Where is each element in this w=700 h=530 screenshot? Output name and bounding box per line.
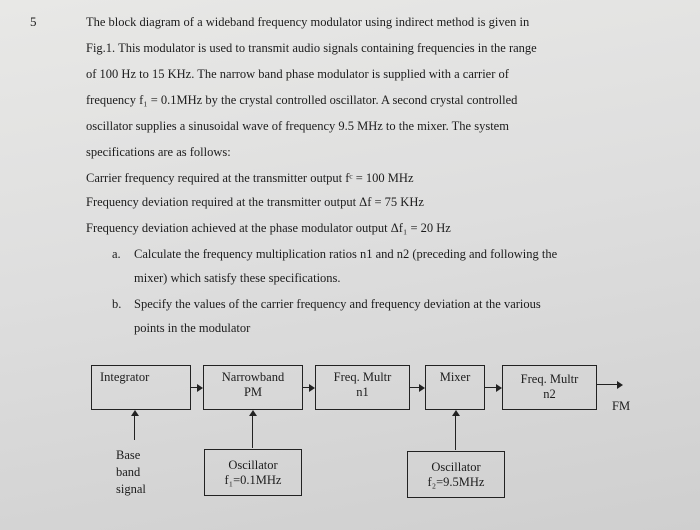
part-b-line-1: Specify the values of the carrier frequency and frequency deviation at the various [134,297,541,311]
spec-frequency-deviation: Frequency deviation required at the transmitter output Δf = 75 KHz [86,195,424,209]
question-line-3: of 100 Hz to 15 KHz. The narrow band phase modulator is supplied with a carrier of [86,67,509,81]
freq-multiplier-n2-label-2: n2 [543,387,556,401]
part-b-label: b. [112,297,122,311]
freq-multiplier-n2-block [502,365,597,410]
oscillator-2-label-1: Oscillator [431,460,481,474]
question-line-4: frequency f₁ = 0.1MHz by the crystal controlled oscillator. A second crystal controlled [86,93,518,107]
oscillator-1-label-2: f₁=0.1MHz [224,473,282,487]
spec-phase-modulator-deviation: Frequency deviation achieved at the phase modulator output Δf₁ = 20 Hz [86,221,451,235]
mixer-label: Mixer [439,370,471,384]
arrow-integrator-to-pm [191,387,201,388]
narrowband-pm-block [203,365,303,410]
output-fm-label: FM [612,399,631,413]
mixer-block [425,365,485,410]
oscillator-2-block [407,451,505,498]
question-line-6: specifications are as follows: [86,145,231,159]
arrow-input-to-integrator [134,412,135,440]
arrow-osc2-to-mixer [455,412,456,450]
question-number: 5 [30,14,37,29]
question-line-2: Fig.1. This modulator is used to transmit audio signals containing frequencies in the range [86,41,537,55]
part-b-line-2: points in the modulator [134,321,251,335]
part-a-label: a. [112,247,121,261]
freq-multiplier-n1-label-1: Freq. Multr [333,370,392,384]
integrator-block [91,365,191,410]
arrow-osc1-to-pm [252,412,253,448]
baseband-label-1: Base [116,448,141,462]
question-line-1: The block diagram of a wideband frequency modulator using indirect method is given in [86,15,530,29]
baseband-signal-label [116,447,146,498]
arrow-multr2-to-output [597,384,621,385]
baseband-label-2: band [116,465,141,479]
question-line-5: oscillator supplies a sinusoidal wave of frequency 9.5 MHz to the mixer. The system [86,119,509,133]
oscillator-1-block [204,449,302,496]
baseband-label-3: signal [116,482,146,496]
arrow-multr1-to-mixer [410,387,423,388]
narrowband-pm-label-1: Narrowband [221,370,285,384]
freq-multiplier-n2-label-1: Freq. Multr [520,372,579,386]
arrow-pm-to-multr1 [303,387,313,388]
oscillator-1-label-1: Oscillator [228,458,278,472]
narrowband-pm-label-2: PM [243,385,263,399]
part-a-line-1: Calculate the frequency multiplication ratios n1 and n2 (preceding and following the [134,247,558,261]
freq-multiplier-n1-block [315,365,410,410]
integrator-label: Integrator [100,370,150,384]
freq-multiplier-n1-label-2: n1 [356,385,369,399]
spec-carrier-frequency: Carrier frequency required at the transmitter output fᶜ = 100 MHz [86,171,414,185]
oscillator-2-label-2: f₂=9.5MHz [427,475,485,489]
arrow-mixer-to-multr2 [485,387,500,388]
part-a-line-2: mixer) which satisfy these specifications. [134,271,341,285]
